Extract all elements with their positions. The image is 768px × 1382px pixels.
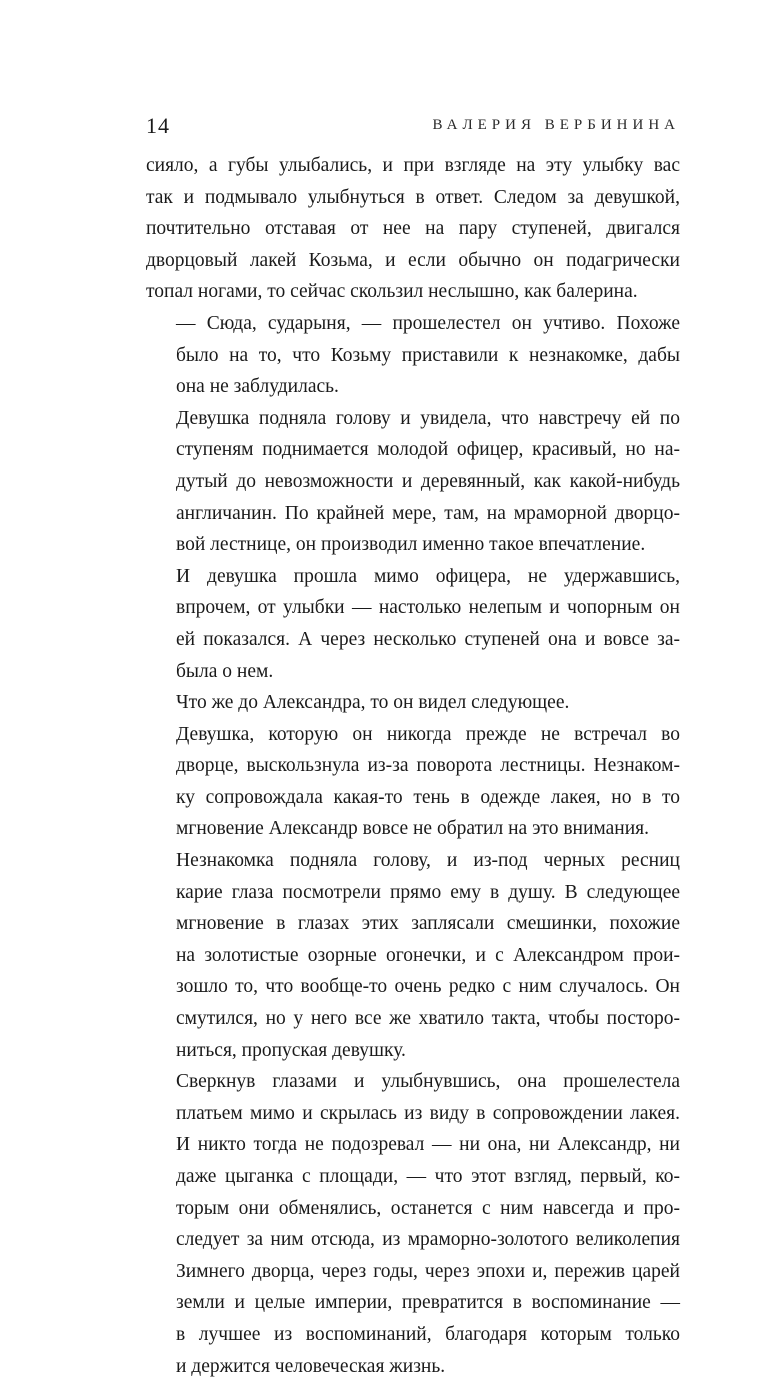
text-line: ку сопровождала какая-то тень в одежде лакея, но в то	[176, 786, 680, 808]
text-line: в лучшее из воспоминаний, благодаря которым только	[176, 1323, 680, 1345]
text-line: топал ногами, то сейчас скользил неслышно, как балерина.	[146, 281, 638, 303]
text-line: Что же до Александра, то он видел следующее.	[176, 692, 570, 714]
text-line: она не заблудилась.	[176, 376, 339, 398]
text-line: Зимнего дворца, через годы, через эпохи и, пережив царей	[176, 1260, 680, 1282]
text-line: И никто тогда не подозревал — ни она, ни Александр, ни	[176, 1134, 680, 1156]
paragraph	[146, 1066, 680, 1382]
text-line: мгновение в глазах этих заплясали смешинки, похожие	[176, 913, 680, 935]
page-number: 14	[146, 113, 170, 138]
text-line: ей показался. А через несколько ступеней она и вовсе за-	[176, 628, 680, 650]
paragraph	[146, 308, 680, 403]
text-line: следует за ним отсюда, из мраморно-золотого великолепия	[176, 1229, 680, 1251]
text-line: И девушка прошла мимо офицера, не удержавшись,	[176, 565, 680, 587]
text-line: карие глаза посмотрели прямо ему в душу. В следующее	[176, 881, 680, 903]
text-line: дворцовый лакей Козьма, и если обычно он подагрически	[146, 249, 680, 271]
text-line: на золотистые озорные огонечки, и с Александром прои-	[176, 944, 680, 966]
text-line: была о нем.	[176, 660, 274, 682]
text-line: так и подмывало улыбнуться в ответ. Следом за девушкой,	[146, 186, 680, 208]
text-line: дворце, выскользнула из-за поворота лестницы. Незнаком-	[176, 755, 680, 777]
text-line: Сверкнув глазами и улыбнувшись, она прошелестела	[176, 1071, 680, 1093]
paragraph	[146, 687, 680, 719]
text-line: платьем мимо и скрылась из виду в сопровождении лакея.	[176, 1102, 680, 1124]
text-line: зошло то, что вообще-то очень редко с ним случалось. Он	[176, 976, 680, 998]
paragraph	[146, 845, 680, 1066]
text-line: англичанин. По крайней мере, там, на мраморной дворцо-	[176, 502, 680, 524]
text-line: и держится человеческая жизнь.	[176, 1355, 446, 1377]
paragraph	[146, 561, 680, 687]
text-line: даже цыганка с площади, — что этот взгляд, первый, ко-	[176, 1166, 680, 1187]
text-line: Девушка подняла голову и увидела, что навстречу ей по	[176, 407, 680, 429]
text-line: — Сюда, сударыня, — прошелестел он учтиво. Похоже	[176, 312, 680, 334]
paragraph	[146, 150, 680, 308]
text-line: ниться, пропуская девушку.	[176, 1039, 406, 1061]
text-line: сияло, а губы улыбались, и при взгляде на эту улыбку вас	[146, 155, 680, 176]
text-line: почтительно отставая от нее на пару ступеней, двигался	[146, 218, 680, 240]
text-line: было на то, что Козьму приставили к незнакомке, дабы	[176, 344, 680, 366]
text-line: впрочем, от улыбки — настолько нелепым и чопорным он	[176, 597, 680, 619]
running-head	[146, 113, 680, 139]
text-line: смутился, но у него все же хватило такта, чтобы посторо-	[176, 1008, 680, 1030]
text-line: Девушка, которую он никогда прежде не встречал во	[176, 723, 680, 745]
paragraph	[146, 403, 680, 561]
text-line: торым они обменялись, останется с ним навсегда и про-	[176, 1197, 680, 1219]
text-line: земли и целые империи, превратится в воспоминание —	[176, 1292, 680, 1314]
text-line: ступеням поднимается молодой офицер, красивый, но на-	[176, 439, 680, 461]
text-line: вой лестнице, он производил именно такое впечатление.	[176, 534, 646, 556]
paragraph	[146, 719, 680, 845]
text-line: мгновение Александр вовсе не обратил на это внимания.	[176, 818, 649, 840]
text-line: дутый до невозможности и деревянный, как какой-нибудь	[176, 470, 680, 492]
author-name: ВАЛЕРИЯ ВЕРБИНИНА	[432, 117, 680, 133]
text-line: Незнакомка подняла голову, и из-под черных ресниц	[176, 850, 680, 872]
body-text	[146, 150, 680, 1382]
